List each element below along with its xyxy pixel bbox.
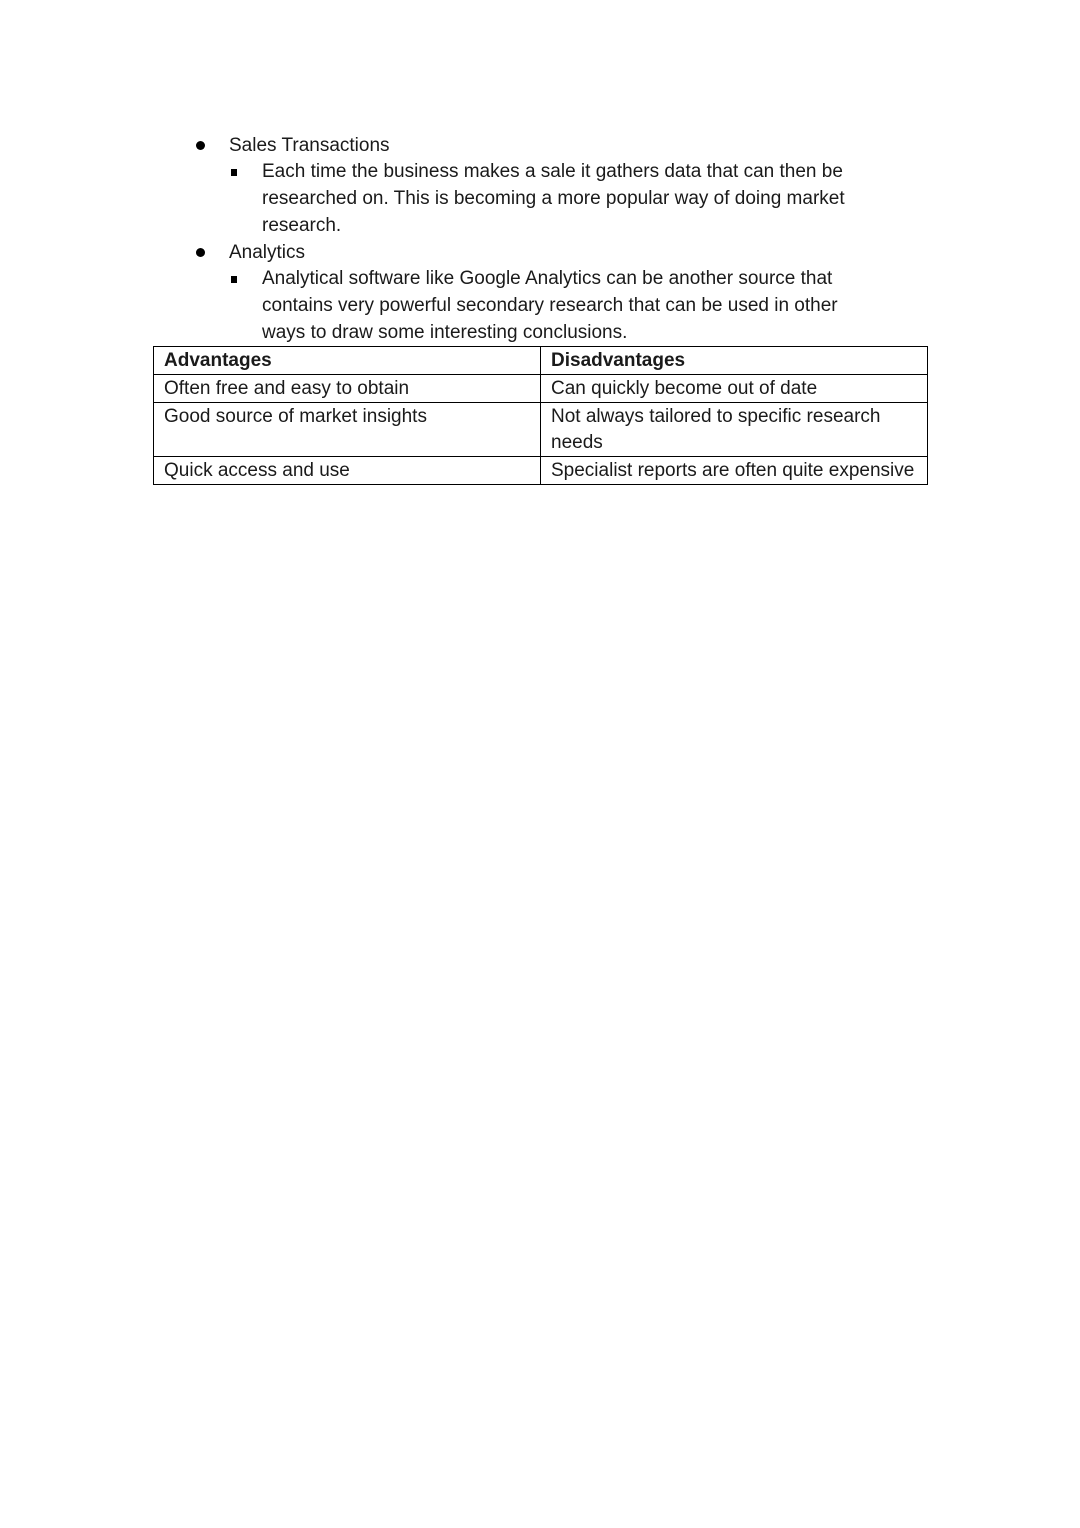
advantages-header: Advantages <box>154 347 541 375</box>
sub-list-item-text: Each time the business makes a sale it gathers data that can then be researched on. This is becoming a more popular way of doing market research. <box>262 161 845 236</box>
advantage-cell: Often free and easy to obtain <box>154 375 541 403</box>
bullet-square-icon <box>231 276 237 283</box>
table-header-row <box>154 347 928 375</box>
sub-list-item-text: Analytical software like Google Analytics can be another source that contains very powerful secondary research that can be used in other ways to draw some interesting conclusions. <box>262 268 838 343</box>
table-row <box>154 403 928 457</box>
bullet-dot-icon <box>196 248 205 257</box>
sub-list-item <box>0 266 882 346</box>
advantage-cell: Quick access and use <box>154 457 541 485</box>
advantage-cell: Good source of market insights <box>154 403 541 457</box>
disadvantage-cell: Not always tailored to specific research needs <box>541 403 928 457</box>
list-item-title: Analytics <box>229 242 306 264</box>
table-row <box>154 375 928 403</box>
disadvantage-cell: Specialist reports are often quite expensive <box>541 457 928 485</box>
disadvantages-header: Disadvantages <box>541 347 928 375</box>
list-item <box>0 132 1080 159</box>
list-item-title: Sales Transactions <box>229 135 390 156</box>
disadvantage-cell: Can quickly become out of date <box>541 375 928 403</box>
bullet-list <box>0 132 1080 347</box>
bullet-square-icon <box>231 169 237 176</box>
table-row <box>154 457 928 485</box>
advantages-disadvantages-table <box>153 346 928 485</box>
bullet-dot-icon <box>196 141 205 150</box>
sub-list-item <box>0 159 882 239</box>
list-item <box>0 239 1080 266</box>
